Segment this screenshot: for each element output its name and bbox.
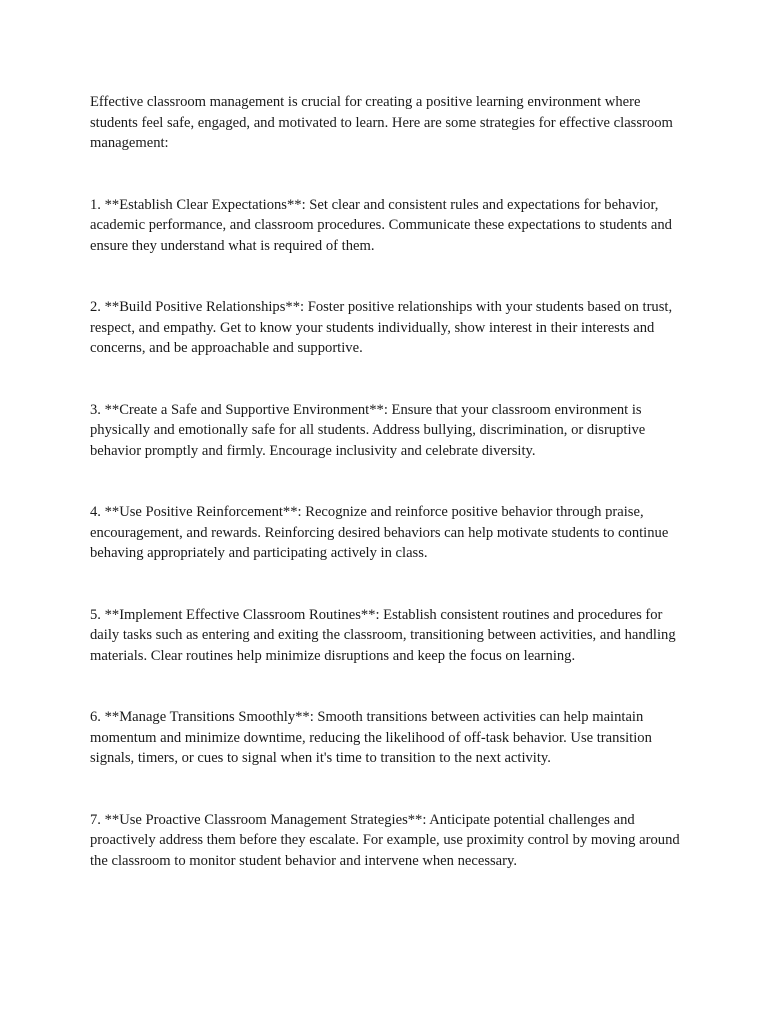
strategy-item-4: 4. **Use Positive Reinforcement**: Recognize and reinforce positive behavior through praise, encouragement, and rewards. Reinforcing desired behaviors can help motivate students to continue behaving appropriately and participating actively in class. bbox=[90, 504, 669, 561]
intro-paragraph: Effective classroom management is crucial for creating a positive learning environment where students feel safe, engaged, and motivated to learn. Here are some strategies for effective classroom management: bbox=[90, 94, 673, 151]
strategy-item-3: 3. **Create a Safe and Supportive Environment**: Ensure that your classroom environment is physically and emotionally safe for all students. Address bullying, discrimination, or disruptive behavior promptly and firmly. Encourage inclusivity and celebrate diversity. bbox=[90, 401, 646, 459]
strategy-item-7: 7. **Use Proactive Classroom Management Strategies**: Anticipate potential challenges and proactively address them before they escalate. For example, use proximity control by moving around the classroom to monitor student behavior and intervene when necessary. bbox=[90, 811, 680, 869]
strategy-item-5: 5. **Implement Effective Classroom Routines**: Establish consistent routines and procedures for daily tasks such as entering and exiting the classroom, transitioning between activities, and handling materials. Clear routines help minimize disruptions and keep the focus on learning. bbox=[90, 606, 676, 664]
strategy-item-2: 2. **Build Positive Relationships**: Foster positive relationships with your students based on trust, respect, and empathy. Get to know your students individually, show interest in their interests and concerns, and be approachable and supportive. bbox=[90, 299, 673, 356]
strategy-item-6: 6. **Manage Transitions Smoothly**: Smooth transitions between activities can help maintain momentum and minimize downtime, reducing the likelihood of off-task behavior. Use transition signals, timers, or cues to signal when it's time to transition to the next activity. bbox=[90, 709, 652, 766]
document-body bbox=[90, 92, 690, 871]
strategy-item-1: 1. **Establish Clear Expectations**: Set clear and consistent rules and expectations for behavior, academic performance, and classroom procedures. Communicate these expectations to students and ensure they understand what is required of them. bbox=[90, 196, 672, 254]
